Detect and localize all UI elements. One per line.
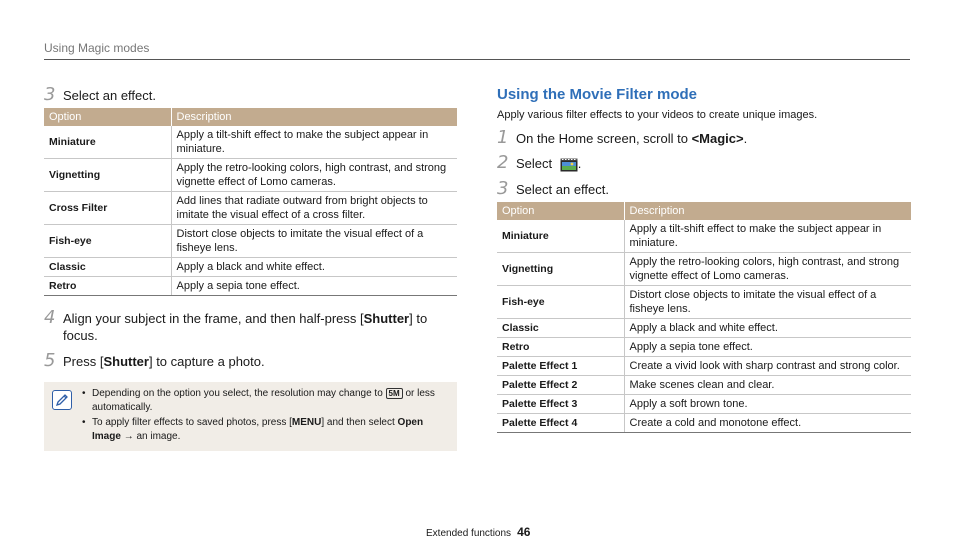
- photo-filter-table: [44, 108, 457, 296]
- option-description: Make scenes clean and clear.: [624, 376, 911, 395]
- option-description: Apply a tilt-shift effect to make the subject appear in miniature.: [624, 220, 911, 253]
- table-row: [44, 225, 457, 258]
- intro-text: Apply various filter effects to your videos to create unique images.: [497, 109, 818, 121]
- step-number: 3: [44, 84, 56, 105]
- option-description: Apply a black and white effect.: [171, 258, 457, 277]
- table-row: [44, 126, 457, 159]
- column-header-option: Option: [497, 202, 624, 220]
- shutter-key-label: Shutter: [363, 311, 410, 326]
- step-2: [497, 154, 911, 172]
- magic-label: <Magic>: [691, 131, 744, 146]
- option-name: Palette Effect 1: [497, 357, 624, 376]
- step-number: 3: [497, 178, 509, 199]
- open-image-label: Open Image: [92, 417, 424, 442]
- movie-filter-icon: [560, 158, 578, 172]
- option-name: Classic: [497, 319, 624, 338]
- option-description: Apply a sepia tone effect.: [624, 338, 911, 357]
- step-text-part: .: [743, 131, 748, 146]
- option-name: Fish-eye: [497, 286, 624, 319]
- option-description: Distort close objects to imitate the visual effect of a fisheye lens.: [624, 286, 911, 319]
- movie-filter-table: [497, 202, 911, 433]
- option-description: Apply a black and white effect.: [624, 319, 911, 338]
- table-row: [497, 286, 911, 319]
- table-row: [497, 220, 911, 253]
- option-description: Apply the retro-looking colors, high contrast, and strong vignette effect of Lomo cameras.: [624, 253, 911, 286]
- shutter-key-label: Shutter: [103, 354, 149, 369]
- column-header-option: Option: [44, 108, 171, 126]
- menu-key-label: MENU: [291, 417, 322, 428]
- table-row: [44, 159, 457, 192]
- footer-label: Extended functions: [426, 528, 512, 539]
- option-description: Apply a soft brown tone.: [624, 395, 911, 414]
- page-number: 46: [517, 525, 531, 539]
- table-row: [44, 192, 457, 225]
- option-description: Apply the retro-looking colors, high contrast, and strong vignette effect of Lomo cameras.: [171, 159, 457, 192]
- table-row: [497, 319, 911, 338]
- step-3-left: [44, 86, 457, 104]
- header-divider: [44, 59, 910, 60]
- step-text-part: .: [577, 156, 582, 171]
- table-row: [497, 253, 911, 286]
- step-text: Select an effect.: [63, 88, 156, 103]
- note-box: [44, 382, 457, 451]
- option-description: Apply a tilt-shift effect to make the subject appear in miniature.: [171, 126, 457, 159]
- option-name: Palette Effect 3: [497, 395, 624, 414]
- option-name: Fish-eye: [44, 225, 171, 258]
- option-name: Retro: [497, 338, 624, 357]
- step-5: [44, 352, 457, 370]
- section-title: Using the Movie Filter mode: [497, 86, 698, 103]
- step-text: Select an effect.: [516, 182, 609, 197]
- step-text-part: Align your subject in the frame, and then half-press [: [63, 311, 364, 326]
- step-4: [44, 309, 457, 344]
- step-3-right: [497, 180, 911, 198]
- table-row: [497, 395, 911, 414]
- note-item: [92, 416, 447, 444]
- option-name: Retro: [44, 277, 171, 296]
- option-name: Cross Filter: [44, 192, 171, 225]
- section-header: Using Magic modes: [44, 41, 150, 55]
- option-name: Vignetting: [44, 159, 171, 192]
- option-description: Add lines that radiate outward from bright objects to imitate the visual effect of a cross filter.: [171, 192, 457, 225]
- column-header-description: Description: [624, 202, 911, 220]
- table-row: [497, 414, 911, 433]
- option-description: Apply a sepia tone effect.: [171, 277, 457, 296]
- step-number: 1: [497, 127, 509, 148]
- page-footer: [426, 525, 530, 539]
- option-description: Create a cold and monotone effect.: [624, 414, 911, 433]
- option-description: Distort close objects to imitate the visual effect of a fisheye lens.: [171, 225, 457, 258]
- table-row: [44, 258, 457, 277]
- step-text-part: Select: [516, 156, 553, 171]
- step-text: [63, 353, 457, 370]
- option-name: Classic: [44, 258, 171, 277]
- option-description: Create a vivid look with sharp contrast and strong color.: [624, 357, 911, 376]
- right-column: [497, 86, 911, 433]
- pencil-note-icon: [52, 390, 72, 410]
- note-text: Depending on the option you select, the resolution may change to: [92, 388, 383, 399]
- step-text: [516, 155, 911, 172]
- table-row: [497, 357, 911, 376]
- note-text: To apply filter effects to saved photos, press [: [92, 417, 292, 428]
- resolution-icon: 5M: [386, 388, 403, 399]
- note-text: or less automatically.: [92, 388, 435, 413]
- step-number: 4: [44, 307, 56, 328]
- note-item: [92, 387, 447, 415]
- option-name: Palette Effect 2: [497, 376, 624, 395]
- note-text: ] and then select: [321, 417, 395, 428]
- table-row: [497, 338, 911, 357]
- option-name: Vignetting: [497, 253, 624, 286]
- option-name: Miniature: [44, 126, 171, 159]
- step-number: 2: [497, 152, 509, 173]
- table-row: [497, 376, 911, 395]
- step-text-part: ] to capture a photo.: [148, 354, 265, 369]
- option-name: Miniature: [497, 220, 624, 253]
- step-text: [516, 130, 911, 147]
- option-name: Palette Effect 4: [497, 414, 624, 433]
- step-text-part: ] to focus.: [63, 311, 428, 343]
- step-text: [63, 310, 457, 344]
- step-text-part: Press [: [63, 354, 104, 369]
- note-text: → an image.: [123, 431, 181, 442]
- step-1: [497, 129, 911, 147]
- step-number: 5: [44, 350, 56, 371]
- column-header-description: Description: [171, 108, 457, 126]
- step-text-part: On the Home screen, scroll to: [516, 131, 692, 146]
- left-column: [44, 86, 457, 451]
- table-row: [44, 277, 457, 296]
